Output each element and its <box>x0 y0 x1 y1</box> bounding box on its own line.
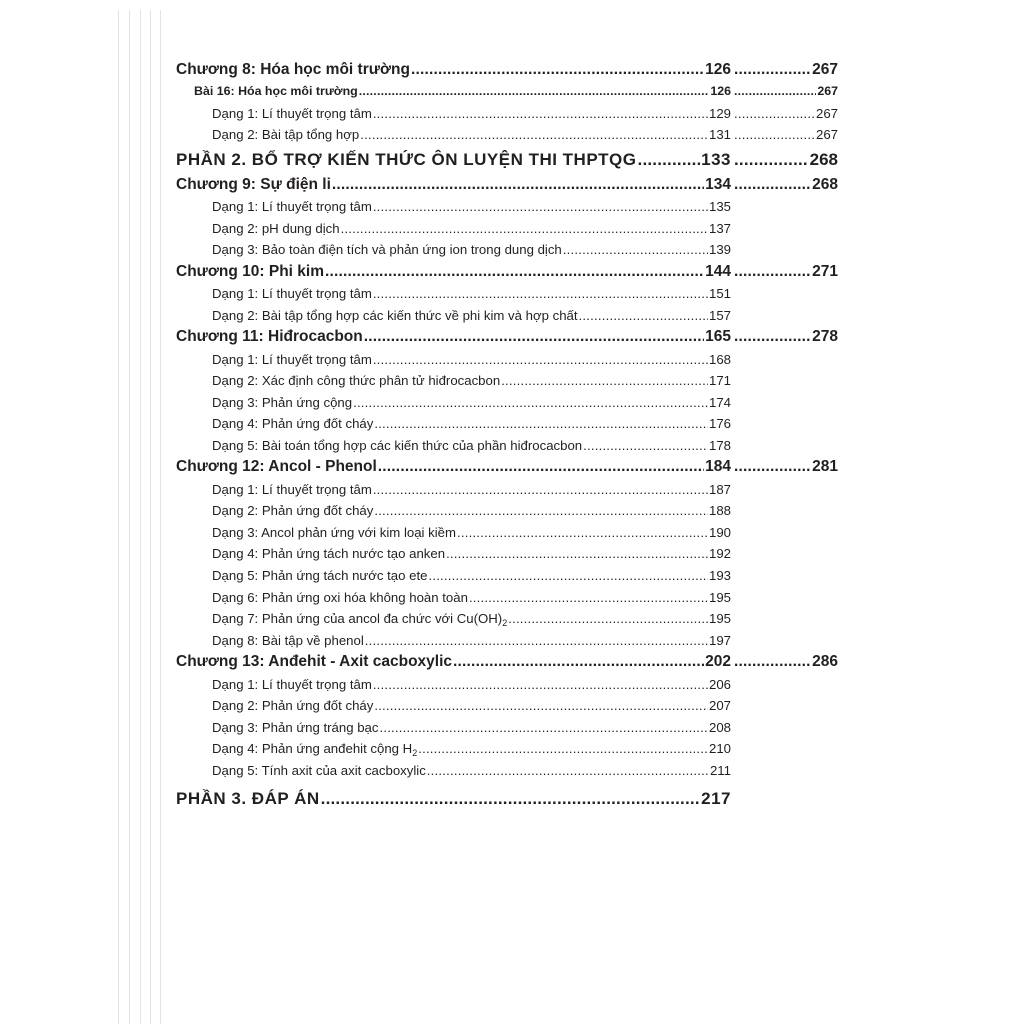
toc-page-number: 193 <box>708 568 731 584</box>
toc-answer-page-number: 286 <box>812 653 838 671</box>
dot-leader <box>734 103 815 125</box>
toc-page-number: 176 <box>708 416 731 432</box>
toc-entry-title-text: Dạng 5: Phản ứng tách nước tạo ete <box>212 568 428 584</box>
toc-page-number: 174 <box>708 394 731 410</box>
toc-entry-title-text: PHẦN 3. ĐÁP ÁN <box>176 788 320 808</box>
toc-entry-title <box>212 435 582 457</box>
toc-entry-title <box>212 522 456 544</box>
toc-entry <box>212 218 731 240</box>
toc-page-number: 195 <box>708 589 731 605</box>
toc-entry <box>212 738 731 760</box>
toc-entry-title <box>212 479 372 501</box>
toc-row-dang <box>176 500 840 522</box>
dot-leader <box>469 587 708 609</box>
toc-answer-column <box>734 146 838 174</box>
toc-entry-title <box>212 695 373 717</box>
toc-entry <box>176 785 731 813</box>
dot-leader <box>508 608 708 630</box>
dot-leader <box>332 174 704 196</box>
toc-entry-title <box>212 239 562 261</box>
dot-leader <box>734 174 811 196</box>
toc-entry <box>212 543 731 565</box>
toc-row-dang <box>176 674 840 696</box>
toc-row-chap <box>176 456 840 478</box>
toc-entry-title <box>212 587 468 609</box>
dot-leader <box>374 500 708 522</box>
toc-entry-title-text: Chương 13: Anđehit - Axit cacboxylic <box>176 653 453 671</box>
toc-page-number: 188 <box>708 503 731 519</box>
dot-leader <box>501 370 708 392</box>
dot-leader <box>583 435 708 457</box>
dot-leader <box>734 261 811 283</box>
dot-leader <box>373 479 708 501</box>
toc-row-dang <box>176 370 840 392</box>
toc-page-number: 165 <box>705 328 731 346</box>
dot-leader <box>359 81 710 103</box>
toc-row-dang <box>176 587 840 609</box>
toc-page-number: 184 <box>705 458 731 476</box>
toc-entry <box>212 565 731 587</box>
toc-entry-title-text: Chương 11: Hiđrocacbon <box>176 328 363 346</box>
toc-answer-page-number: 271 <box>812 262 838 280</box>
toc-row-dang <box>176 413 840 435</box>
toc-row-chap <box>176 174 840 196</box>
dot-leader <box>734 456 811 478</box>
toc-row-part <box>176 146 840 174</box>
toc-answer-column <box>734 456 838 478</box>
toc-entry-title-text: Dạng 2: pH dung dịch <box>212 220 340 236</box>
toc-answer-column <box>734 59 838 81</box>
dot-leader <box>365 630 708 652</box>
toc-page-number: 207 <box>708 698 731 714</box>
toc-page-number: 208 <box>708 719 731 735</box>
toc-entry <box>212 760 731 782</box>
dot-leader <box>321 785 700 813</box>
dot-leader <box>373 674 708 696</box>
page-edge-line <box>129 10 130 1024</box>
toc-entry <box>176 651 731 673</box>
toc-page-number: 195 <box>708 611 731 627</box>
dot-leader <box>364 326 704 348</box>
toc-entry-title <box>212 218 340 240</box>
toc-answer-page-number: 267 <box>815 127 838 143</box>
toc-entry-title-text: Dạng 1: Lí thuyết trọng tâm <box>212 351 372 367</box>
toc-entry <box>212 413 731 435</box>
toc-answer-column <box>734 326 838 348</box>
toc-page-number: 217 <box>701 788 731 808</box>
dot-leader <box>325 261 704 283</box>
toc-entry-title-text: Dạng 1: Lí thuyết trọng tâm <box>212 286 372 302</box>
toc-row-dang <box>176 717 840 739</box>
toc-row-dang <box>176 760 840 782</box>
toc-page-number: 139 <box>708 242 731 258</box>
toc-entry-title <box>212 760 426 782</box>
toc-answer-page-number: 267 <box>815 105 838 121</box>
dot-leader <box>373 103 708 125</box>
toc-entry-title-text: Dạng 3: Bảo toàn điện tích và phản ứng ion trong dung dịch <box>212 242 562 258</box>
toc-entry-title-text: Dạng 6: Phản ứng oxi hóa không hoàn toàn <box>212 589 468 605</box>
dot-leader <box>353 392 708 414</box>
toc-page-number: 126 <box>710 84 731 99</box>
dot-leader <box>563 239 708 261</box>
toc-answer-page-number: 267 <box>817 84 838 99</box>
toc-entry-title <box>212 349 372 371</box>
toc-answer-page-number: 267 <box>812 61 838 78</box>
toc-entry-title <box>212 305 578 327</box>
dot-leader <box>374 695 708 717</box>
toc-page-number: 206 <box>708 676 731 692</box>
toc-answer-column <box>734 174 838 196</box>
toc-entry <box>212 196 731 218</box>
toc-entry-title <box>194 81 358 103</box>
toc-row-dang <box>176 738 840 760</box>
toc-answer-column <box>734 103 838 125</box>
dot-leader <box>418 738 708 760</box>
toc-page-number: 187 <box>708 481 731 497</box>
toc-row-chap <box>176 261 840 283</box>
toc-entry <box>194 81 731 103</box>
page-edge-line <box>140 10 141 1024</box>
toc-entry <box>212 500 731 522</box>
toc-row-part <box>176 785 840 813</box>
toc-row-chap <box>176 59 840 81</box>
toc-entry-title <box>176 326 363 348</box>
toc-row-dang <box>176 630 840 652</box>
toc-entry-title-text: Dạng 2: Bài tập tổng hợp <box>212 127 360 143</box>
toc-row-dang <box>176 608 840 630</box>
dot-leader <box>446 543 708 565</box>
toc-entry-title-text: Bài 16: Hóa học môi trường <box>194 84 358 99</box>
toc-entry <box>212 283 731 305</box>
page-edge-line <box>118 10 119 1024</box>
toc-entry <box>212 695 731 717</box>
toc-entry <box>212 239 731 261</box>
toc-answer-page-number: 268 <box>809 149 838 169</box>
toc-entry-title-text: Dạng 1: Lí thuyết trọng tâm <box>212 676 372 692</box>
toc-entry <box>212 103 731 125</box>
toc-answer-column <box>734 651 838 673</box>
toc-entry <box>212 392 731 414</box>
toc-entry-title-text: Chương 9: Sự điện li <box>176 175 331 193</box>
toc-entry-title-text: Chương 12: Ancol - Phenol <box>176 458 377 476</box>
toc-entry-title <box>212 717 378 739</box>
toc-page-number: 171 <box>708 373 731 389</box>
toc-entry-title-text: Dạng 3: Phản ứng tráng bạc <box>212 719 379 735</box>
table-of-contents <box>176 59 840 813</box>
dot-leader <box>734 124 815 146</box>
dot-leader <box>360 124 708 146</box>
toc-answer-page-number: 278 <box>812 328 838 346</box>
toc-entry-title-text: Dạng 2: Xác định công thức phân tử hiđrocacbon <box>212 373 501 389</box>
toc-row-dang <box>176 103 840 125</box>
toc-page-number: 211 <box>709 762 731 778</box>
toc-page-number: 157 <box>708 307 731 323</box>
toc-entry-title <box>212 413 373 435</box>
toc-entry-title <box>212 124 359 146</box>
toc-page-number: 210 <box>708 741 731 757</box>
toc-entry <box>212 349 731 371</box>
dot-leader <box>638 146 701 174</box>
toc-answer-page-number: 268 <box>812 175 838 193</box>
dot-leader <box>373 349 708 371</box>
toc-page-number: 137 <box>708 220 731 236</box>
toc-entry <box>212 587 731 609</box>
toc-entry-title-text: Dạng 2: Phản ứng đốt cháy <box>212 698 374 714</box>
dot-leader <box>579 305 708 327</box>
toc-row-dang <box>176 522 840 544</box>
toc-answer-column <box>734 81 838 103</box>
toc-entry-title-text: Chương 8: Hóa học môi trường <box>176 61 410 78</box>
toc-entry-title-text: Dạng 2: Phản ứng đốt cháy <box>212 503 374 519</box>
dot-leader <box>379 717 708 739</box>
toc-entry-title-text: Dạng 3: Ancol phản ứng với kim loại kiềm <box>212 524 456 540</box>
toc-entry <box>212 370 731 392</box>
dot-leader <box>427 760 709 782</box>
toc-page-number: 133 <box>701 149 731 169</box>
toc-row-dang <box>176 479 840 501</box>
toc-entry-title-text: Dạng 5: Bài toán tổng hợp các kiến thức của phần hiđrocacbon <box>212 437 583 453</box>
toc-page-number: 129 <box>708 105 731 121</box>
dot-leader <box>341 218 708 240</box>
toc-entry-title-text: Dạng 1: Lí thuyết trọng tâm <box>212 481 372 497</box>
toc-entry <box>176 456 731 478</box>
toc-row-dang <box>176 283 840 305</box>
toc-entry-title <box>212 674 372 696</box>
toc-entry-title <box>212 630 364 652</box>
toc-row-dang <box>176 695 840 717</box>
dot-leader <box>453 651 704 673</box>
dot-leader <box>734 81 816 103</box>
toc-entry-title <box>212 565 427 587</box>
toc-row-dang <box>176 218 840 240</box>
toc-answer-page-number: 281 <box>812 458 838 476</box>
toc-entry <box>212 479 731 501</box>
subscript: 2 <box>502 618 508 629</box>
toc-entry-title-text: Dạng 1: Lí thuyết trọng tâm <box>212 105 372 121</box>
toc-entry <box>212 674 731 696</box>
toc-entry-title-text: Dạng 4: Phản ứng tách nước tạo anken <box>212 546 446 562</box>
dot-leader <box>374 413 708 435</box>
dot-leader <box>428 565 708 587</box>
toc-row-dang <box>176 435 840 457</box>
dot-leader <box>457 522 708 544</box>
page-edge-line <box>150 10 151 1024</box>
toc-page-number: 202 <box>705 653 731 671</box>
toc-entry-title-text: Dạng 1: Lí thuyết trọng tâm <box>212 199 372 215</box>
toc-entry-title-text: Dạng 4: Phản ứng anđehit cộng H <box>212 741 413 757</box>
toc-entry-title <box>212 738 417 760</box>
toc-entry-title <box>212 103 372 125</box>
toc-entry-title <box>176 146 637 174</box>
toc-page-number: 135 <box>708 199 731 215</box>
toc-entry <box>212 124 731 146</box>
toc-answer-column <box>734 261 838 283</box>
toc-entry <box>176 59 731 81</box>
toc-entry <box>212 522 731 544</box>
toc-page-number: 131 <box>708 127 731 143</box>
toc-row-dang <box>176 392 840 414</box>
toc-row-dang <box>176 349 840 371</box>
toc-page-number: 126 <box>705 61 731 78</box>
toc-answer-column <box>734 124 838 146</box>
toc-page-number: 144 <box>705 262 731 280</box>
toc-entry <box>176 174 731 196</box>
toc-page-number: 192 <box>708 546 731 562</box>
toc-entry-title <box>176 456 377 478</box>
toc-entry-title-text: Dạng 7: Phản ứng của ancol đa chức với Cu(OH) <box>212 611 503 627</box>
page-edge-line <box>160 10 161 1024</box>
toc-entry-title-text: Dạng 2: Bài tập tổng hợp các kiến thức về phi kim và hợp chất <box>212 307 578 323</box>
toc-entry-title <box>212 370 500 392</box>
toc-entry-title <box>176 785 320 813</box>
toc-entry-title-text: PHẦN 2. BỔ TRỢ KIẾN THỨC ÔN LUYỆN THI THPTQG <box>176 149 637 169</box>
toc-entry <box>176 261 731 283</box>
toc-entry-title <box>212 196 372 218</box>
dot-leader <box>378 456 704 478</box>
dot-leader <box>373 196 708 218</box>
toc-entry-title <box>176 59 410 81</box>
toc-page-number: 134 <box>705 175 731 193</box>
toc-row-chap <box>176 326 840 348</box>
toc-entry <box>212 305 731 327</box>
toc-entry-title <box>176 261 324 283</box>
toc-row-chap <box>176 651 840 673</box>
toc-entry-title <box>212 543 445 565</box>
toc-entry-title <box>212 608 507 630</box>
toc-page-number: 197 <box>708 632 731 648</box>
toc-entry-title-text: Chương 10: Phi kim <box>176 262 324 280</box>
toc-entry-title-text: Dạng 5: Tính axit của axit cacboxylic <box>212 762 426 778</box>
toc-row-dang <box>176 305 840 327</box>
toc-entry <box>176 326 731 348</box>
toc-entry <box>212 608 731 630</box>
toc-entry-title <box>212 392 352 414</box>
toc-entry-title <box>212 500 373 522</box>
toc-page-number: 178 <box>708 437 731 453</box>
toc-page-number: 190 <box>708 524 731 540</box>
toc-entry <box>212 435 731 457</box>
toc-entry-title <box>212 283 372 305</box>
toc-row-bai <box>176 81 840 103</box>
toc-row-dang <box>176 239 840 261</box>
toc-entry <box>212 717 731 739</box>
toc-row-dang <box>176 543 840 565</box>
toc-row-dang <box>176 124 840 146</box>
toc-row-dang <box>176 565 840 587</box>
toc-entry-title <box>176 651 452 673</box>
toc-entry <box>212 630 731 652</box>
toc-page-number: 151 <box>708 286 731 302</box>
toc-entry-title <box>176 174 331 196</box>
dot-leader <box>734 326 811 348</box>
subscript: 2 <box>412 748 418 759</box>
toc-entry-title-text: Dạng 3: Phản ứng cộng <box>212 394 353 410</box>
toc-page-number: 168 <box>708 351 731 367</box>
toc-entry <box>176 146 731 174</box>
toc-entry-title-text: Dạng 4: Phản ứng đốt cháy <box>212 416 374 432</box>
toc-row-dang <box>176 196 840 218</box>
dot-leader <box>411 59 704 81</box>
dot-leader <box>734 651 811 673</box>
toc-entry-title-text: Dạng 8: Bài tập về phenol <box>212 632 364 648</box>
dot-leader <box>373 283 708 305</box>
dot-leader <box>734 59 811 81</box>
dot-leader <box>734 146 809 174</box>
